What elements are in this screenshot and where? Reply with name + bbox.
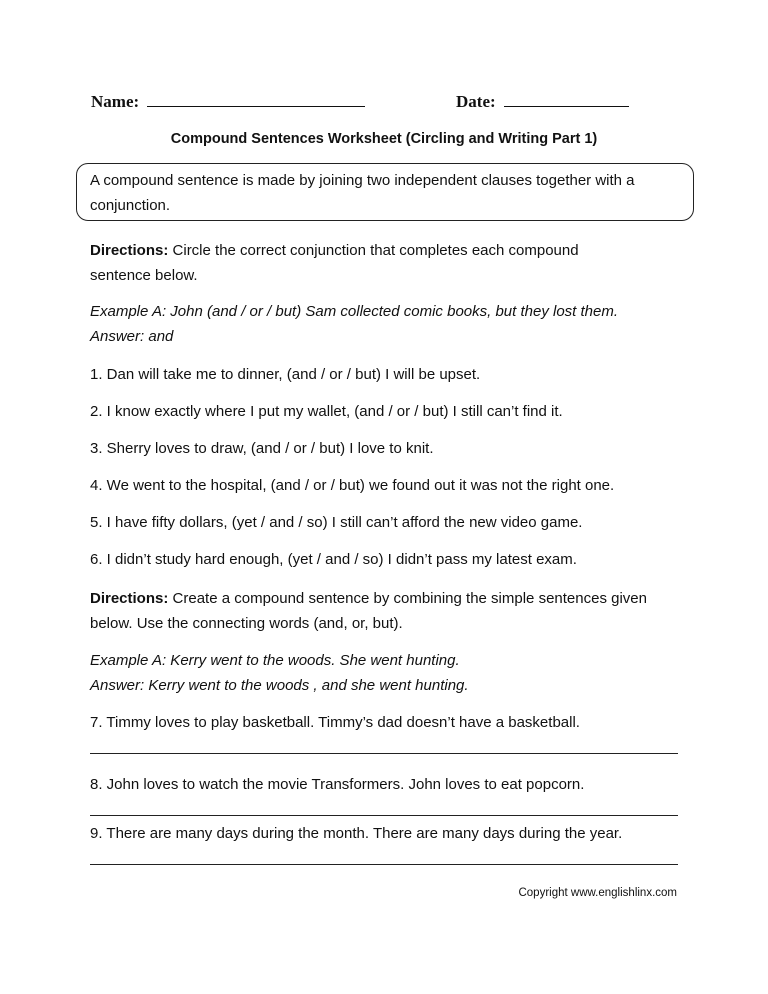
question-9: 9. There are many days during the month. There are many days during the year. xyxy=(90,825,623,842)
question-5: 5. I have fifty dollars, (yet / and / so) I still can’t afford the new video game. xyxy=(90,514,583,531)
directions-label: Directions: xyxy=(90,590,169,607)
directions-text: Circle the correct conjunction that completes each compound sentence below. xyxy=(90,242,579,284)
answer-line-7[interactable] xyxy=(90,753,678,754)
question-4: 4. We went to the hospital, (and / or / but) we found out it was not the right one. xyxy=(90,477,615,494)
name-blank-line[interactable] xyxy=(147,92,365,107)
directions-text: Create a compound sentence by combining the simple sentences given below. Use the connecting words (and, or, but). xyxy=(90,590,647,632)
question-7: 7. Timmy loves to play basketball. Timmy’s dad doesn’t have a basketball. xyxy=(90,714,580,731)
worksheet-title: Compound Sentences Worksheet (Circling and Writing Part 1) xyxy=(170,131,598,147)
question-1: 1. Dan will take me to dinner, (and / or / but) I will be upset. xyxy=(90,366,481,383)
name-label: Name: xyxy=(91,92,140,111)
copyright-text: Copyright www.englishlinx.com xyxy=(518,887,677,899)
date-blank-line[interactable] xyxy=(504,92,629,107)
question-8: 8. John loves to watch the movie Transformers. John loves to eat popcorn. xyxy=(90,776,585,793)
directions-label: Directions: xyxy=(90,242,169,259)
question-3: 3. Sherry loves to draw, (and / or / but) I love to knit. xyxy=(90,440,434,457)
answer-line-8[interactable] xyxy=(90,815,678,816)
question-6: 6. I didn’t study hard enough, (yet / and / so) I didn’t pass my latest exam. xyxy=(90,551,577,568)
example-a-answer: Answer: and xyxy=(90,328,174,345)
name-field[interactable] xyxy=(91,92,365,112)
answer-line-9[interactable] xyxy=(90,864,678,865)
example-a-write-answer: Answer: Kerry went to the woods , and she went hunting. xyxy=(90,677,469,694)
date-label: Date: xyxy=(456,92,496,111)
example-a-write: Example A: Kerry went to the woods. She went hunting. xyxy=(90,652,460,669)
directions-write xyxy=(90,586,650,636)
date-field[interactable] xyxy=(456,92,629,112)
definition-text: A compound sentence is made by joining two independent clauses together with a conjunction. xyxy=(90,172,635,214)
directions-circle xyxy=(90,238,630,288)
example-a-circle: Example A: John (and / or / but) Sam collected comic books, but they lost them. xyxy=(90,303,619,320)
question-2: 2. I know exactly where I put my wallet, (and / or / but) I still can’t find it. xyxy=(90,403,563,420)
